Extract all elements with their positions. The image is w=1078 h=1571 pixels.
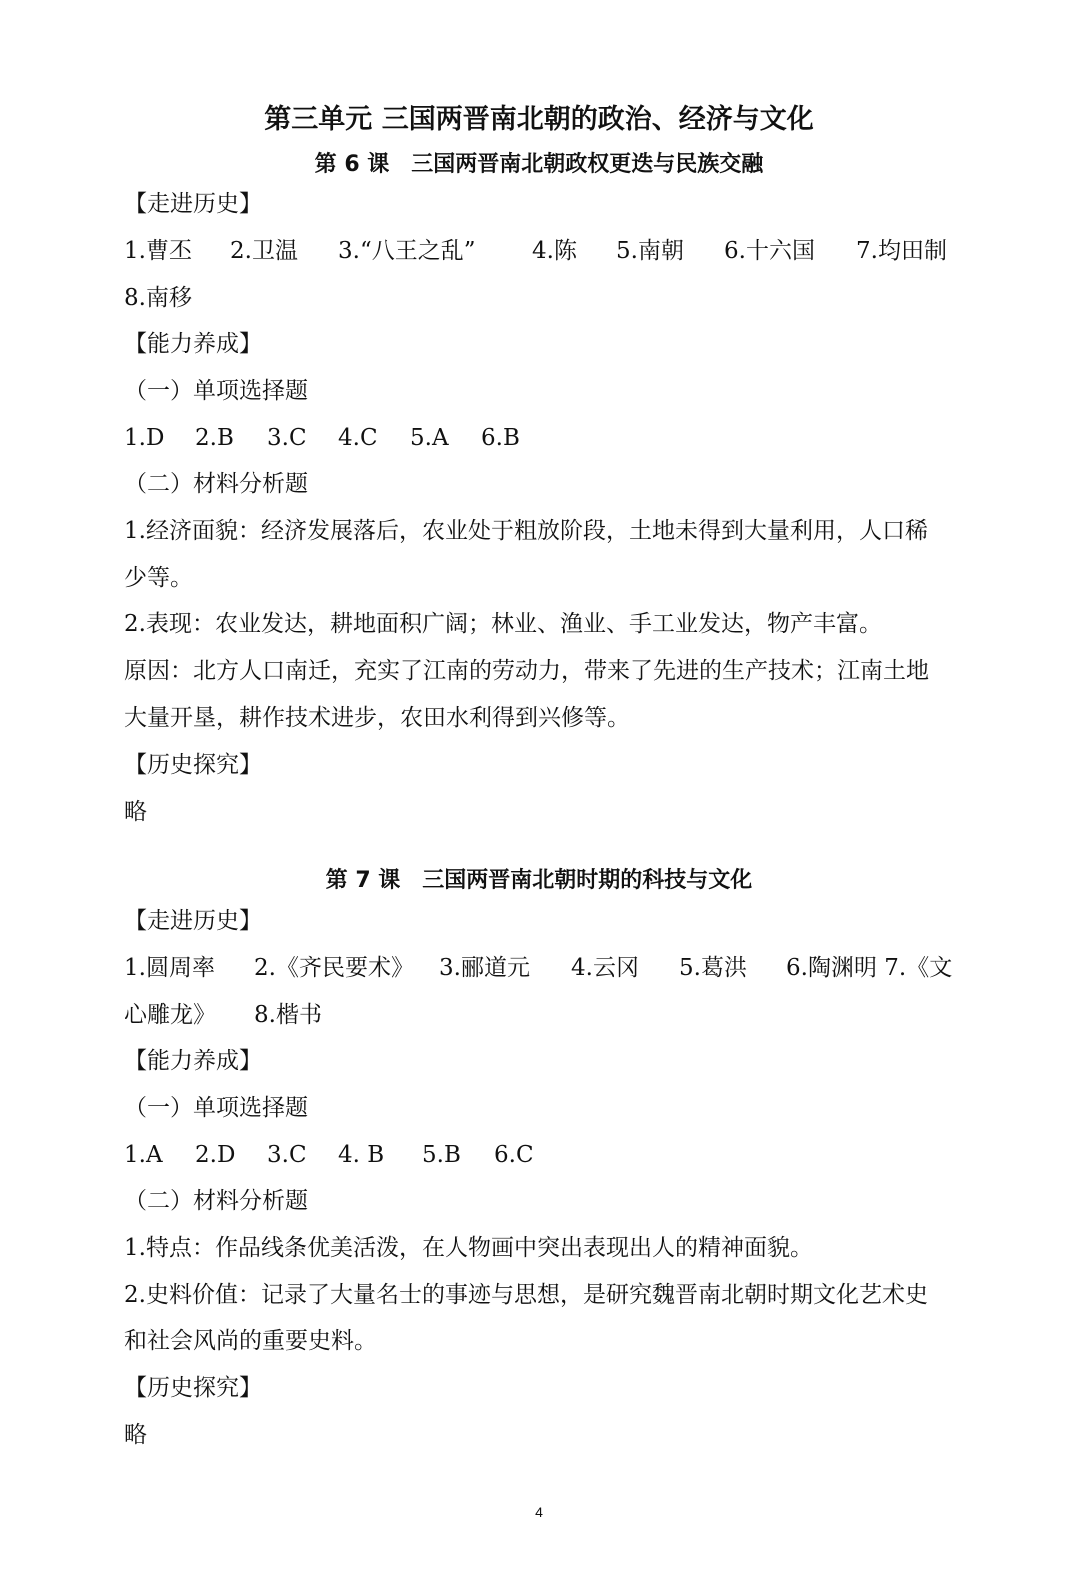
mcq-answer: 2.B <box>195 425 234 451</box>
lesson7-title: 第 7 课 三国两晋南北朝时期的科技与文化 <box>325 868 753 893</box>
mcq-answer: 3.C <box>267 425 307 451</box>
mcq-answer: 3.C <box>267 1142 307 1168</box>
answer-item: 3.郦道元 <box>439 955 530 981</box>
lesson6-material-answer-2-reason-cont: 大量开垦，耕作技术进步，农田水利得到兴修等。 <box>124 705 630 731</box>
answer-item: 4.云冈 <box>571 955 639 981</box>
answer-item: 心雕龙》 <box>124 1002 216 1028</box>
lesson6-explore-body: 略 <box>124 799 147 825</box>
lesson6-section-explore-heading: 【历史探究】 <box>124 752 262 778</box>
lesson6-material-heading: （二）材料分析题 <box>124 471 308 497</box>
answer-item: 7.均田制 <box>856 238 947 264</box>
mcq-answer: 4.C <box>338 425 378 451</box>
lesson6-section-ability-heading: 【能力养成】 <box>124 331 262 357</box>
lesson7-section-explore-heading: 【历史探究】 <box>124 1375 262 1401</box>
mcq-answer: 1.D <box>124 425 165 451</box>
lesson7-material-answer-2-cont: 和社会风尚的重要史料。 <box>124 1328 377 1354</box>
mcq-answer: 5.A <box>410 425 449 451</box>
lesson6-material-answer-1: 1.经济面貌：经济发展落后，农业处于粗放阶段，土地未得到大量利用，人口稀 <box>124 518 928 544</box>
lesson7-explore-body: 略 <box>124 1422 147 1448</box>
answer-item: 5.南朝 <box>616 238 684 264</box>
lesson7-material-answer-1: 1.特点：作品线条优美活泼，在人物画中突出表现出人的精神面貌。 <box>124 1235 813 1261</box>
unit-title: 第三单元 三国两晋南北朝的政治、经济与文化 <box>264 104 814 135</box>
lesson6-material-answer-2-reason: 原因：北方人口南迁，充实了江南的劳动力，带来了先进的生产技术；江南土地 <box>124 658 929 684</box>
lesson7-section-intro-heading: 【走进历史】 <box>124 908 262 934</box>
lesson7-material-heading: （二）材料分析题 <box>124 1188 308 1214</box>
lesson6-material-answer-1-cont: 少等。 <box>124 565 193 591</box>
answer-item: 2.卫温 <box>230 238 298 264</box>
lesson7-mcq-heading: （一）单项选择题 <box>124 1095 308 1121</box>
lesson6-material-answer-2: 2.表现：农业发达，耕地面积广阔；林业、渔业、手工业发达，物产丰富。 <box>124 611 882 637</box>
lesson6-intro-answers-cont: 8.南移 <box>124 285 192 311</box>
lesson6-title: 第 6 课 三国两晋南北朝政权更迭与民族交融 <box>314 152 764 177</box>
mcq-answer: 2.D <box>195 1142 236 1168</box>
answer-item: 1.圆周率 <box>124 955 215 981</box>
answer-item: 4.陈 <box>532 238 577 264</box>
mcq-answer: 6.C <box>494 1142 534 1168</box>
lesson6-section-intro-heading: 【走进历史】 <box>124 191 262 217</box>
mcq-answer: 1.A <box>124 1142 163 1168</box>
lesson7-section-ability-heading: 【能力养成】 <box>124 1048 262 1074</box>
answer-item: 5.葛洪 <box>679 955 747 981</box>
mcq-answer: 4. B <box>338 1142 385 1168</box>
mcq-answer: 6.B <box>481 425 520 451</box>
lesson7-material-answer-2: 2.史料价值：记录了大量名士的事迹与思想，是研究魏晋南北朝时期文化艺术史 <box>124 1282 928 1308</box>
answer-item: 1.曹丕 <box>124 238 192 264</box>
answer-item: 6.十六国 <box>724 238 815 264</box>
answer-item: 2.《齐民要术》 <box>254 955 414 981</box>
page-number: 4 <box>535 1504 543 1520</box>
answer-item: 6.陶渊明 7.《文 <box>786 955 953 981</box>
lesson6-mcq-heading: （一）单项选择题 <box>124 378 308 404</box>
answer-item: 8.楷书 <box>254 1002 322 1028</box>
answer-item: 3.“八王之乱” <box>338 238 476 264</box>
mcq-answer: 5.B <box>422 1142 461 1168</box>
